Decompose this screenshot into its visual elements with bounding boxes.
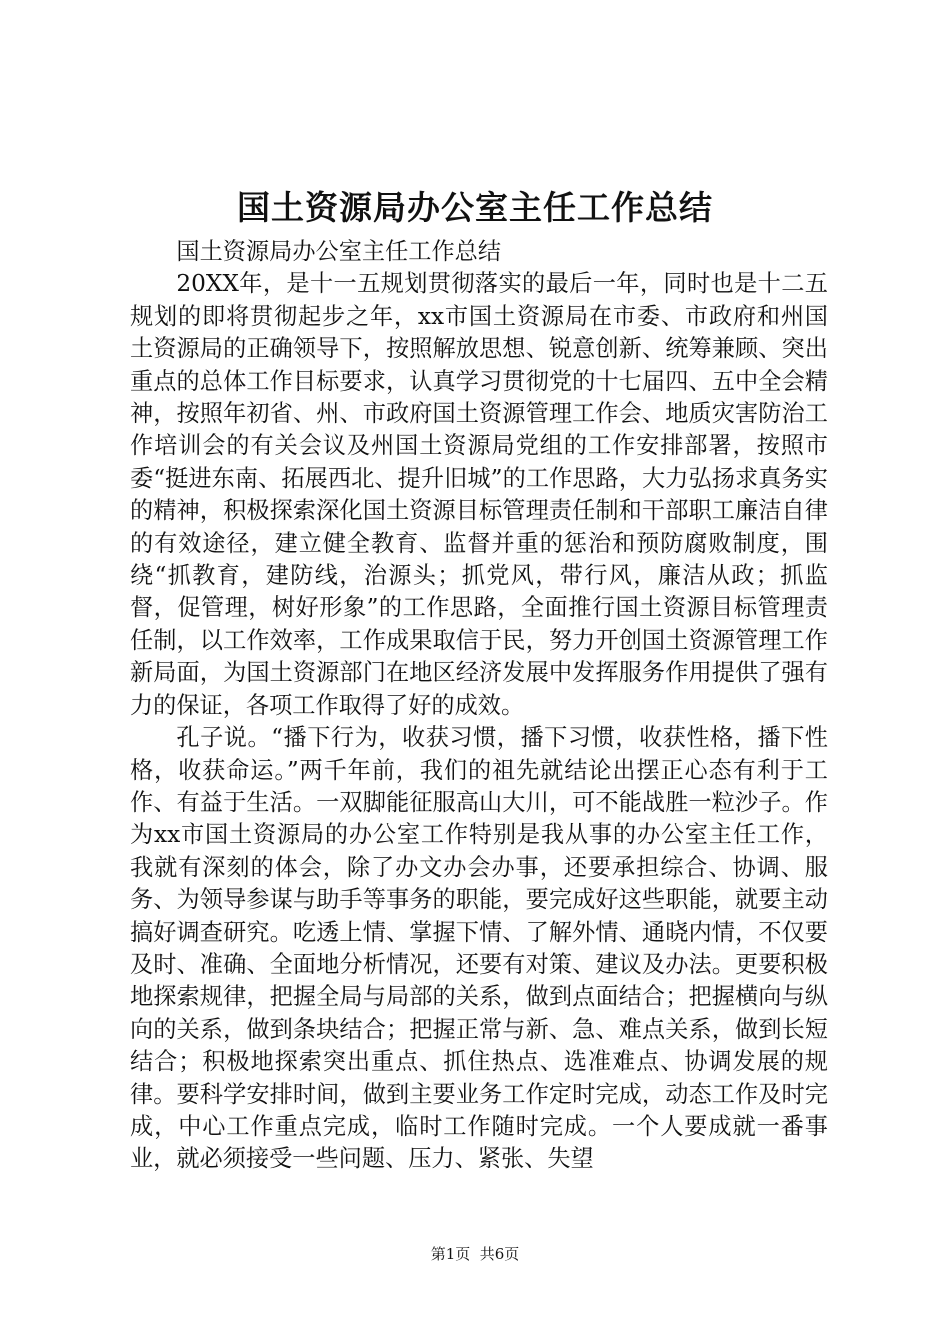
paragraph-1: 20XX年，是十一五规划贯彻落实的最后一年，同时也是十二五规划的即将贯彻起步之年，xx市国土资源局在市委、市政府和州国土资源局的正确领导下，按照解放思想、锐意创新、统筹兼顾、突出重点的总体工作目标要求，认真学习贯彻党的十七届四、五中全会精神，按照年初省、州、市政府国土资源管理工作会、地质灾害防治工作培训会的有关会议及州国土资源局党组的工作安排部署，按照市委“挺进东南、拓展西北、提升旧城”的工作思路，大力弘扬求真务实的精神，积极探索深化国土资源目标管理责任制和干部职工廉洁自律的有效途径，建立健全教育、监督并重的惩治和预防腐败制度，围绕“抓教育，建防线，治源头；抓党风，带行风，廉洁从政；抓监督，促管理，树好形象”的工作思路，全面推行国土资源目标管理责任制，以工作效率，工作成果取信于民，努力开创国土资源管理工作新局面，为国土资源部门在地区经济发展中发挥服务作用提供了强有力的保证，各项工作取得了好的成效。 [130, 270, 828, 719]
paragraph-subtitle: 国土资源局办公室主任工作总结 [176, 238, 502, 265]
paragraph-2: 孔子说。“播下行为，收获习惯，播下习惯，收获性格，播下性格，收获命运。”两千年前，我们的祖先就结论出摆正心态有利于工作、有益于生活。一双脚能征服高山大川，可不能战胜一粒沙子。作为xx市国土资源局的办公室工作特别是我从事的办公室主任工作，我就有深刻的体会，除了办文办会办事，还要承担综合、协调、服务、为领导参谋与助手等事务的职能，要完成好这些职能，就要主动搞好调查研究。吃透上情、掌握下情、了解外情、通晓内情，不仅要及时、准确、全面地分析情况，还要有对策、建议及办法。更要积极地探索规律，把握全局与局部的关系，做到点面结合；把握横向与纵向的关系，做到条块结合；把握正常与新、急、难点关系，做到长短结合；积极地探索突出重点、抓住热点、选准难点、协调发展的规律。要科学安排时间，做到主要业务工作定时完成，动态工作及时完成，中心工作重点完成，临时工作随时完成。一个人要成就一番事业，就必须接受一些问题、压力、紧张、失望 [130, 724, 828, 1173]
document-body [130, 236, 828, 1176]
document-title: 国土资源局办公室主任工作总结 [237, 188, 713, 227]
page-footer: 第1页 共6页 [430, 1245, 520, 1263]
